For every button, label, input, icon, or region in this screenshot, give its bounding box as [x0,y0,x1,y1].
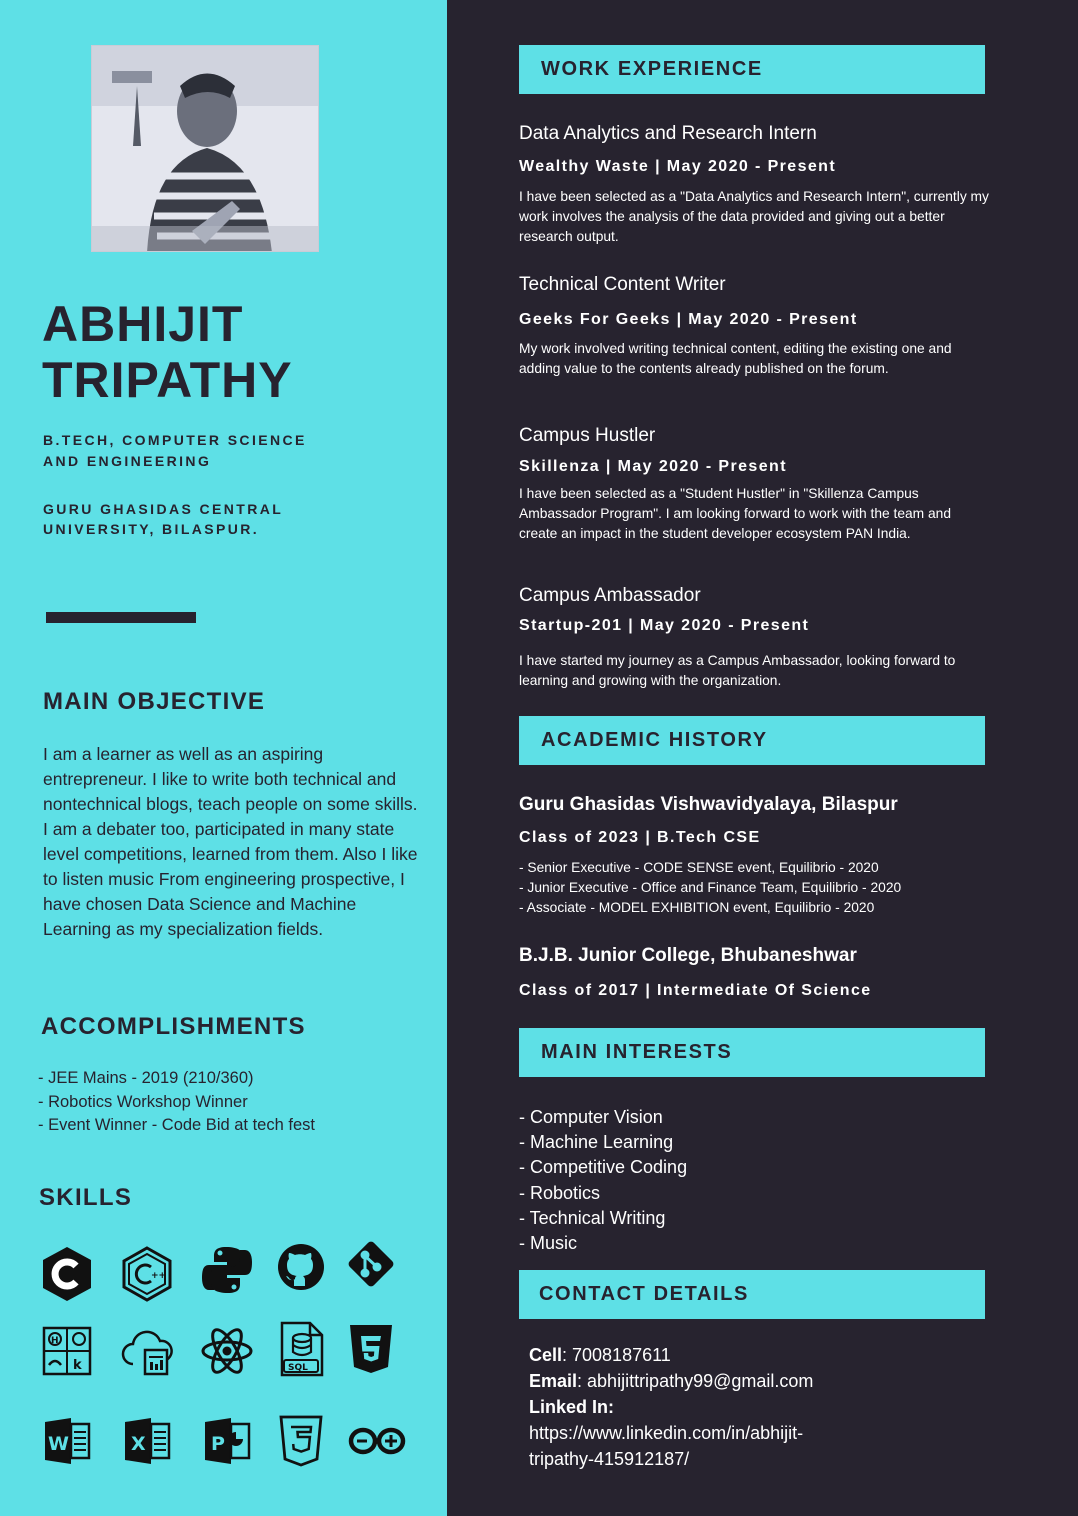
academic-heading: ACADEMIC HISTORY [519,716,985,765]
university-line-2: UNIVERSITY, BILASPUR. [43,521,260,537]
school-class: Class of 2017 | Intermediate Of Science [519,982,872,999]
contact-details [529,1342,959,1472]
job-title: Technical Content Writer [519,274,726,295]
profile-photo-sketch [92,46,319,252]
linkedin-url-line-2[interactable]: tripathy-415912187/ [529,1449,690,1469]
job-description: I have started my journey as a Campus Ambassador, looking forward to learning and growing with the organization. [519,653,956,688]
last-name: TRIPATHY [42,352,293,408]
degree-line-2: AND ENGINEERING [43,453,212,469]
email-value[interactable]: : abhijittripathy99@gmail.com [577,1371,814,1391]
html5-icon [340,1318,402,1380]
list-item: - Music [519,1233,577,1254]
university-line-1: GURU GHASIDAS CENTRAL [43,501,284,517]
accomplishments-heading: ACCOMPLISHMENTS [41,1013,306,1040]
objective-text: I am a learner as well as an aspiring entrepreneur. I like to write both technical and nontechnical blogs, teach people on some skills. I am a debater too, participated in many state level competitions, learned from them. Also I like to listen music From engineering prospective, I have chosen Data Science and Machine Learning as my specialization fields. [43,744,418,939]
linkedin-label-text: Linked In: [529,1397,614,1417]
university [43,499,363,539]
interests-heading: MAIN INTERESTS [519,1028,985,1077]
list-item: - Junior Executive - Office and Finance Team, Equilibrio - 2020 [519,880,902,895]
git-icon [340,1233,402,1295]
interests-list [519,1105,687,1256]
svg-text:H: H [51,1336,59,1346]
job-title: Campus Ambassador [519,585,701,606]
linkedin-label [529,1394,959,1420]
contact-email [529,1368,959,1394]
job-company: Startup-201 | May 2020 - Present [519,617,810,634]
school-name: Guru Ghasidas Vishwavidyalaya, Bilaspur [519,794,898,815]
cell-label: Cell [529,1345,563,1365]
word-icon [36,1410,98,1472]
job-title: Campus Hustler [519,425,656,446]
arduino-icon [346,1410,408,1472]
job-company: Geeks For Geeks | May 2020 - Present [519,311,858,328]
powerpoint-icon [196,1410,258,1472]
python-icon [196,1239,258,1301]
degree [43,430,363,472]
css3-icon [270,1410,332,1472]
list-item: - Associate - MODEL EXHIBITION event, Equilibrio - 2020 [519,900,875,915]
first-name: ABHIJIT [42,296,244,352]
profile-photo [91,45,319,252]
contact-cell [529,1342,959,1368]
linkedin-url-line-1[interactable]: https://www.linkedin.com/in/abhijit- [529,1423,804,1443]
svg-text:W: W [48,1433,69,1455]
svg-text:k: k [73,1358,82,1373]
linkedin-url[interactable] [529,1420,959,1472]
svg-text:X: X [131,1433,146,1455]
sql-icon [270,1318,332,1380]
svg-text:++: ++ [151,1271,167,1281]
school-class: Class of 2023 | B.Tech CSE [519,829,761,846]
sql-label: SQL [288,1363,308,1373]
list-item: - Competitive Coding [519,1157,688,1178]
list-item: - Computer Vision [519,1107,663,1127]
list-item: - Machine Learning [519,1132,674,1153]
work-heading: WORK EXPERIENCE [519,45,985,94]
job-description: I have been selected as a "Student Hustler" in "Skillenza Campus Ambassador Program". I am looking forward to work with the team and create an impact in the student developer ecosystem PAN India. [519,486,952,541]
accomplishments-list [38,1067,315,1138]
list-item: - Senior Executive - CODE SENSE event, Equilibrio - 2020 [519,860,879,875]
svg-text:P: P [211,1433,225,1455]
objective-heading: MAIN OBJECTIVE [43,688,266,715]
full-name [42,296,293,408]
school-name: B.J.B. Junior College, Bhubaneshwar [519,945,857,966]
cpp-icon [116,1243,178,1305]
school-activities [519,858,989,918]
skills-heading: SKILLS [39,1184,133,1211]
job-description: My work involved writing technical content, editing the existing one and adding value to the contents already published on the forum. [519,341,952,376]
degree-line-1: B.TECH, COMPUTER SCIENCE [43,432,307,448]
list-item: - Robotics Workshop Winner [38,1092,248,1111]
hadoop-icon [36,1320,98,1382]
list-item: - JEE Mains - 2019 (210/360) [38,1069,254,1087]
github-icon [270,1236,332,1298]
list-item: - Event Winner - Code Bid at tech fest [38,1116,315,1134]
divider-bar [46,612,196,623]
left-column [0,0,447,1516]
job-description: I have been selected as a "Data Analytics and Research Intern", currently my work involves the analysis of the data provided and giving out a better research output. [519,189,989,244]
c-icon [36,1243,98,1305]
right-column [447,0,1078,1516]
email-label: Email [529,1371,578,1391]
job-title: Data Analytics and Research Intern [519,123,817,144]
list-item: - Robotics [519,1182,601,1203]
job-company: Skillenza | May 2020 - Present [519,458,787,475]
cloud-icon [116,1320,178,1382]
react-icon [196,1320,258,1382]
job-company: Wealthy Waste | May 2020 - Present [519,158,837,175]
cell-value: : 7008187611 [562,1345,671,1365]
list-item: - Technical Writing [519,1207,666,1228]
contact-heading: CONTACT DETAILS [519,1270,985,1319]
excel-icon [116,1410,178,1472]
